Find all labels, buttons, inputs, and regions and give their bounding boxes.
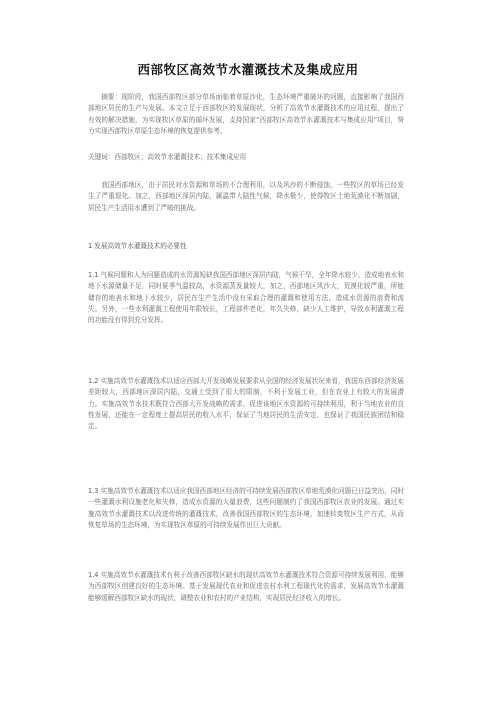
section-heading: 1 发展高效节水灌溉技术的必要性 bbox=[88, 242, 187, 250]
keywords-line: 关键词：西部牧区；高效节水灌溉技术；技术集成应用 bbox=[88, 153, 247, 161]
subsection-paragraph-1-3: 1.3 实施高效节水灌溉技术以适应我国西部地区经济的可持续发展西部牧区草地荒漠化问题已日益突出，同时一些灌溉水利设施老化和失修，造成水资源的大量浪费，这些问题制约了我国西部牧区农业的发展。通过实施高效节水灌溉技术以改进传统的灌溉技术，改善我国西部牧区的生态环境，加速转变牧区生产方式，从而恢复草场的生态环境，为实现牧区草原的可持续发展作出巨大贡献。 bbox=[88, 487, 404, 529]
subsection-paragraph-1-2: 1.2 实施高效节水灌溉技术以适应西部大开发战略发展要求从全国的经济发展状况来看，我国东西部经济发展差距较大，西部地区深居内陆，交通上受到了很大的限制，不利于发展工业，但在农业上有较大的发展潜力。实施高效节水技术既符合西部大开发战略的需求，促进该地区水资源的可持续利用，利于当地农业的良性发展，还能在一定程度上提高居民的收入水平，保证了当地居民的生活安定，也保证了我国民族团结和稳定。 bbox=[88, 377, 404, 431]
paper-title: 西部牧区高效节水灌溉技术及集成应用 bbox=[137, 62, 359, 77]
subsection-paragraph-1-4: 1.4 实施高效节水灌溉技术有利于改善西部牧区缺水的现状高效节水灌溉技术符合资源可持续发展利用，能够为西部牧区创建良好的生态环境。基于发展现代农业和促进农村水利工程现代化的需求，发展高效节水灌溉能够缓解西部牧区缺水的现状，调整农业和农村的产业结构，实现居民经济收入的增长。 bbox=[88, 571, 404, 602]
subsection-paragraph-1-1: 1.1 气候问题和人为问题造成的水资源短缺我国西部地区深居内陆，气候干旱，全年降水较少，造成地表水和地下水源储量不足，同时夏季气温较高，水资源蒸发量较大，加之，西部地区风沙大，荒漠化较严重，所能储存的地表水和地下水较少，居民在生产生活中没有采取合理的灌溉和使用方法，造成水资源的浪费和流失。另外，一些水利灌溉工程使用年限较长，工程部件老化，年久失修，缺少人工维护，导致水利灌溉工程的功能没有得到充分发挥。 bbox=[88, 271, 404, 325]
abstract-paragraph: 摘要：现阶段，我国西部牧区部分草场面临着草原沙化，生态环境严重破坏的问题，直接影响了我国西部地区居民的生产与发展。本文立足于西部牧区的发展现状，分析了高效节水灌溉技术的应用过程，提出了有效的解决措施，为实现牧区草原的循环发展，支持国家“西部牧区高效节水灌溉技术与集成应用”项目，努力实现西部牧区草原生态环境的恢复提供参考。 bbox=[88, 93, 404, 135]
intro-paragraph: 我国西部地区，由于居民对水资源和草场的不合理利用，以及风沙的不断侵蚀，一些牧区的草场已经发生了严重退化。加之，西部地区深居内陆，属温带大陆性气候，降水极少，使得牧区土地荒漠化不断加剧，居民生产生活用水遭到了严峻的挑战。 bbox=[88, 181, 404, 212]
